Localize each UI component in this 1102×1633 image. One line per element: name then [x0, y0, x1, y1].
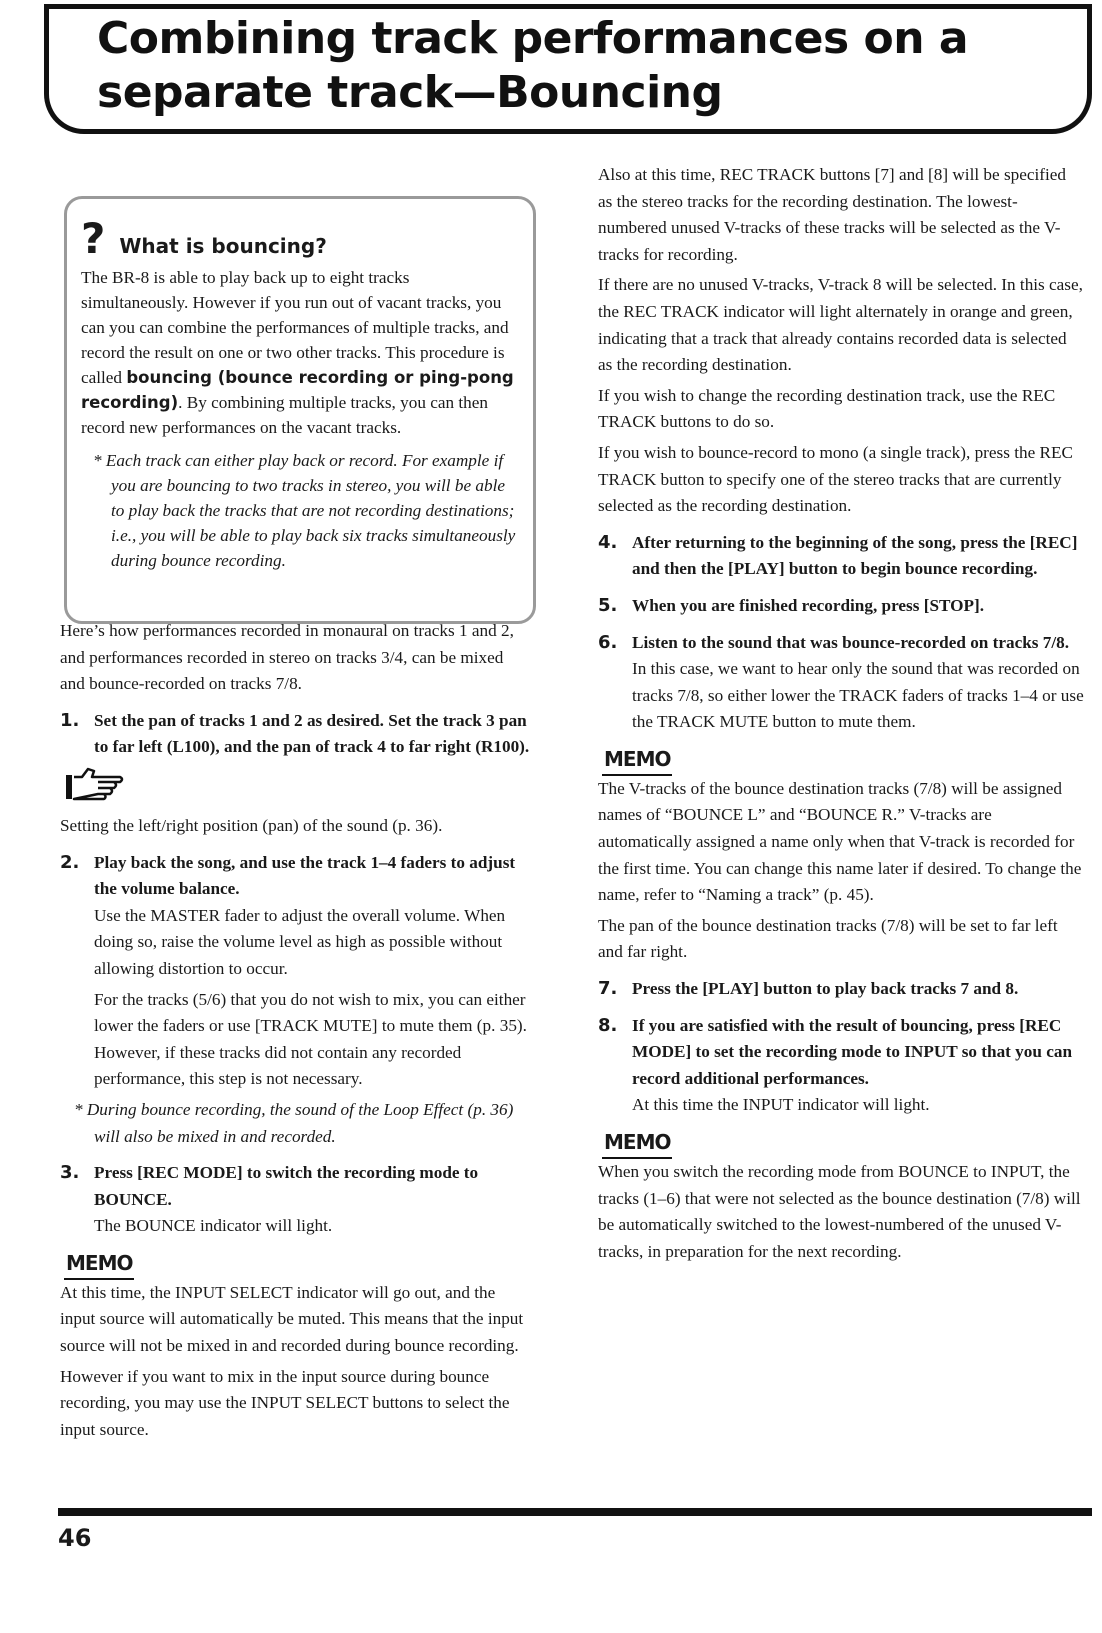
memo-paragraph-2: However if you want to mix in the input source during bounce recording, you may use the INPUT SELECT buttons to select the input source.	[60, 1366, 510, 1439]
title-line-1: Combining track performances on a	[97, 13, 969, 64]
step-2-note: * During bounce recording, the sound of the Loop Effect (p. 36) will also be mixed in and recorded.	[74, 1099, 514, 1146]
pointing-hand-icon	[64, 765, 530, 805]
memo-1-paragraph-2: The pan of the bounce destination tracks (7/8) will be set to far left and far right.	[598, 915, 1058, 962]
step-8-paragraph-1: At this time the INPUT indicator will light.	[632, 1095, 930, 1115]
memo-2-paragraph-1: When you switch the recording mode from BOUNCE to INPUT, the tracks (1–6) that were not selected as the bounce destination (7/8) will be automatically switched to the lowest-numbered of the unused V-tracks, in preparation for the next recording.	[598, 1162, 1081, 1261]
info-box-body: The BR-8 is able to play back up to eight tracks simultaneously. However if you run out of vacant tracks, you can you can combine the performances of multiple tracks, and record the result on one or two other tracks. This procedure is called bouncing (bounce recording or ping-pong recording). By combining multiple tracks, you can then record new performances on the vacant tracks.	[81, 268, 514, 437]
right-paragraph-3: If you wish to change the recording destination track, use the REC TRACK buttons to do so.	[598, 385, 1056, 432]
right-paragraph-1: Also at this time, REC TRACK buttons [7] and [8] will be specified as the stereo tracks for the recording destination. The lowest-numbered unused V-tracks of these tracks will be selected as the V-tracks for recording.	[598, 165, 1066, 264]
title-banner	[44, 4, 1092, 134]
right-paragraph-4: If you wish to bounce-record to mono (a single track), press the REC TRACK button to specify one of the stereo tracks that are currently selected as the recording destination.	[598, 442, 1073, 516]
step-3-paragraph-1: The BOUNCE indicator will light.	[94, 1216, 333, 1236]
step-7: 7. Press the [PLAY] button to play back tracks 7 and 8.	[598, 978, 1019, 1000]
question-mark-icon: ?	[81, 214, 106, 263]
pan-reference: Setting the left/right position (pan) of the sound (p. 36).	[60, 815, 443, 835]
memo-paragraph-1: At this time, the INPUT SELECT indicator will go out, and the input source will automatically be muted. This means that the input source will not be mixed in and recorded during bounce recording.	[60, 1282, 524, 1356]
step-3: 3. Press [REC MODE] to switch the recording mode to BOUNCE.	[60, 1162, 479, 1209]
step-5: 5. When you are finished recording, press [STOP].	[598, 594, 985, 616]
right-column	[598, 162, 1084, 1269]
info-box-note: * Each track can either play back or record. For example if you are bouncing to two tracks in stereo, you will be able to play back the tracks that are not recording destinations; i.e., you will be able to play back six tracks simultaneously during bounce recording.	[93, 451, 516, 570]
intro-paragraph: Here’s how performances recorded in monaural on tracks 1 and 2, and performances recorded in stereo on tracks 3/4, can be mixed and bounce-recorded on tracks 7/8.	[60, 621, 514, 694]
step-1: 1. Set the pan of tracks 1 and 2 as desired. Set the track 3 pan to far left (L100), and the pan of track 4 to far right (R100).	[60, 709, 530, 757]
memo-icon: MEMO	[64, 1248, 530, 1280]
memo-icon: MEMO	[602, 1127, 1084, 1159]
bouncing-term: bouncing (bounce recording or ping-pong recording)	[81, 368, 514, 412]
step-6-paragraph-1: In this case, we want to hear only the sound that was recorded on tracks 7/8, so either lower the TRACK faders of tracks 1–4 or use the TRACK MUTE button to mute them.	[632, 659, 1084, 732]
what-is-bouncing-box	[64, 196, 536, 624]
right-paragraph-2: If there are no unused V-tracks, V-track 8 will be selected. In this case, the REC TRACK indicator will light alternately in orange and green, indicating that a track that already contains recorded data is selected as the recording destination.	[598, 275, 1083, 375]
step-2: 2. Play back the song, and use the track 1–4 faders to adjust the volume balance.	[60, 851, 516, 899]
step-4: 4. After returning to the beginning of the song, press the [REC] and then the [PLAY] button to begin bounce recording.	[598, 531, 1078, 579]
footer-rule	[58, 1508, 1092, 1516]
step-2-paragraph-2: For the tracks (5/6) that you do not wish to mix, you can either lower the faders or use [TRACK MUTE] to mute them (p. 35). However, if these tracks did not contain any recorded performance, this step is not necessary.	[94, 989, 527, 1089]
info-box-title: What is bouncing?	[119, 234, 327, 258]
title-line-2: separate track—Bouncing	[97, 67, 723, 118]
memo-1-paragraph-1: The V-tracks of the bounce destination tracks (7/8) will be assigned names of “BOUNCE L” and “BOUNCE R.” V-tracks are automatically assigned a name only when that V-track is recorded for the first time. You can change this name later if desired. To change the name, refer to “Naming a track” (p. 45).	[598, 778, 1082, 905]
step-2-paragraph-1: Use the MASTER fader to adjust the overall volume. When doing so, raise the volume level as high as possible without allowing distortion to occur.	[94, 905, 506, 978]
step-8: 8. If you are satisfied with the result of bouncing, press [REC MODE] to set the recording mode to INPUT so that you can record additional performances.	[598, 1014, 1073, 1088]
memo-icon: MEMO	[602, 744, 1084, 776]
left-column	[60, 618, 530, 1447]
page-title	[97, 12, 968, 120]
step-6: 6. Listen to the sound that was bounce-recorded on tracks 7/8.	[598, 631, 1070, 653]
page-number: 46	[58, 1524, 92, 1552]
